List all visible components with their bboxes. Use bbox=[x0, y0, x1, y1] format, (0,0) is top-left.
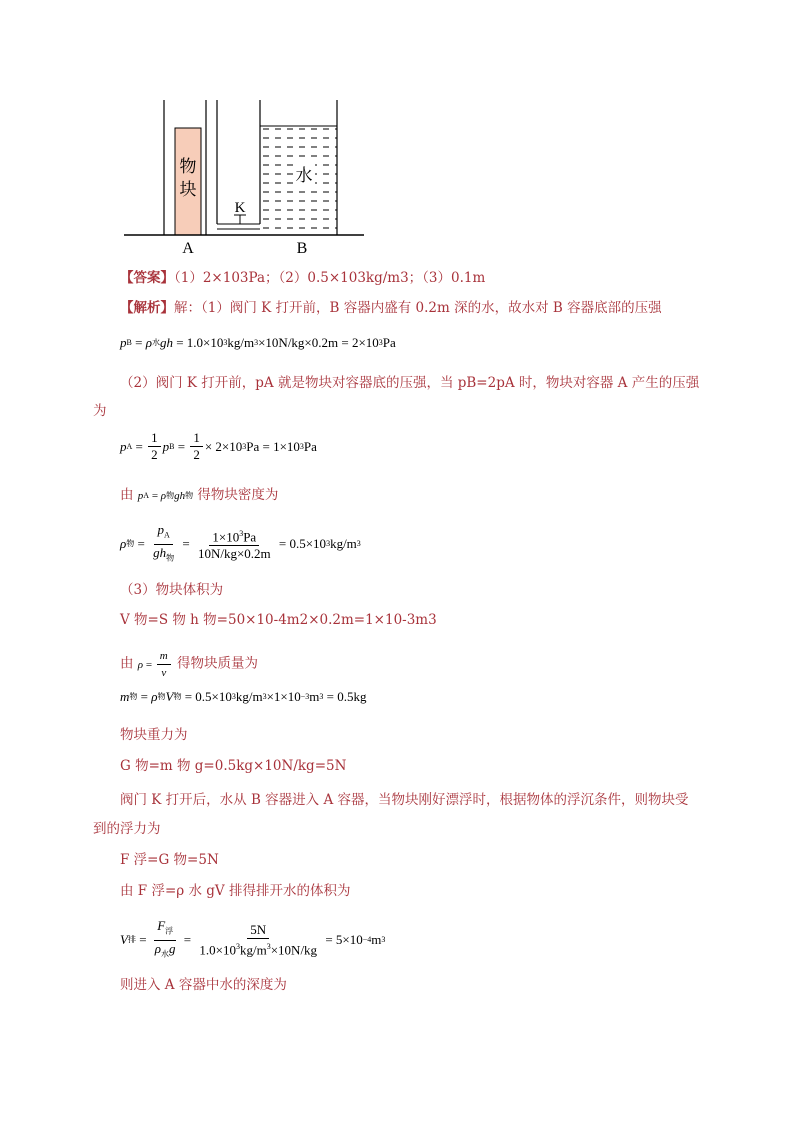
answer-text: （1）2×103Pa；（2）0.5×103kg/m3；（3）0.1m bbox=[174, 270, 486, 286]
analysis-line-2a: （2）阀门 K 打开前，pA 就是物块对容器底的压强，当 pB=2pA 时，物块对容器 A 产生的压强 bbox=[120, 375, 700, 391]
answer-tag: 【答案】 bbox=[120, 270, 174, 286]
block-label-top: 物 bbox=[179, 157, 197, 177]
analysis-line-11: 由 F 浮=ρ 水 gV 排得排开水的体积为 bbox=[120, 883, 351, 899]
analysis-line-1 bbox=[120, 298, 662, 318]
equation-2: p A = $\frac{1}{2}$ p B = $\frac{1}{2}$ × 2×10 3 Pa = 1×10 3 Pa bbox=[120, 430, 317, 462]
analysis-line-5: V 物=S 物 h 物=50×10-4m2×0.2m=1×10-3m3 bbox=[120, 612, 437, 628]
equation-6: m 物 = ρ 物 V 物 = 0.5×10 3 kg/m 3 ×1×10 −3 m 3 = 0.5kg bbox=[120, 689, 367, 704]
analysis-line-4: （3）物块体积为 bbox=[120, 582, 224, 598]
container-a-label: A bbox=[182, 240, 194, 257]
analysis-line-8: G 物=m 物 g=0.5kg×10N/kg=5N bbox=[120, 758, 347, 774]
equation-1: p B = ρ 水 gh = 1.0×10 3 kg/m 3 ×10N/kg×0.2m = 2×10 3 Pa bbox=[120, 335, 396, 350]
analysis-line-9a: 阀门 K 打开后，水从 B 容器进入 A 容器，当物块刚好漂浮时，根据物体的浮沉条件，则物块受 bbox=[120, 792, 689, 808]
water-label: 水 bbox=[295, 166, 313, 186]
answer-line bbox=[120, 268, 485, 288]
equation-3: ρ 物 = $\frac{p_A}{gh_物}$ = $\frac{1\times 10^3Pa}{10N/kg\times 0.2m}$ = 0.5×10 3 kg/m 3 bbox=[120, 522, 361, 563]
container-diagram bbox=[118, 98, 368, 258]
valve-label: K bbox=[234, 200, 246, 216]
analysis-line-9b: 到的浮力为 bbox=[93, 821, 161, 837]
analysis-text-1: 解：（1）阀门 K 打开前，B 容器内盛有 0.2m 深的水，故水对 B 容器底部的压强 bbox=[174, 300, 662, 316]
equation-11: V 排 = $\frac{F_浮}{\rho_水g}$ = $\frac{5N}{1.0\times 10^3kg/m^3\times 10N/kg}$ = 5×10 −4 m 3 bbox=[120, 918, 386, 959]
analysis-line-6: 由 ρ = $\frac{m}{v}$ 得物块质量为 bbox=[120, 650, 259, 679]
analysis-line-3: 由 p A = ρ 物 gh 物 得物块密度为 bbox=[120, 487, 279, 503]
analysis-line-2b: 为 bbox=[93, 403, 107, 419]
analysis-tag: 【解析】 bbox=[120, 300, 174, 316]
analysis-line-12: 则进入 A 容器中水的深度为 bbox=[120, 977, 287, 993]
analysis-line-7: 物块重力为 bbox=[120, 727, 188, 743]
block-label-bottom: 块 bbox=[179, 180, 197, 200]
analysis-line-10: F 浮=G 物=5N bbox=[120, 852, 219, 868]
container-b-label: B bbox=[296, 240, 308, 257]
